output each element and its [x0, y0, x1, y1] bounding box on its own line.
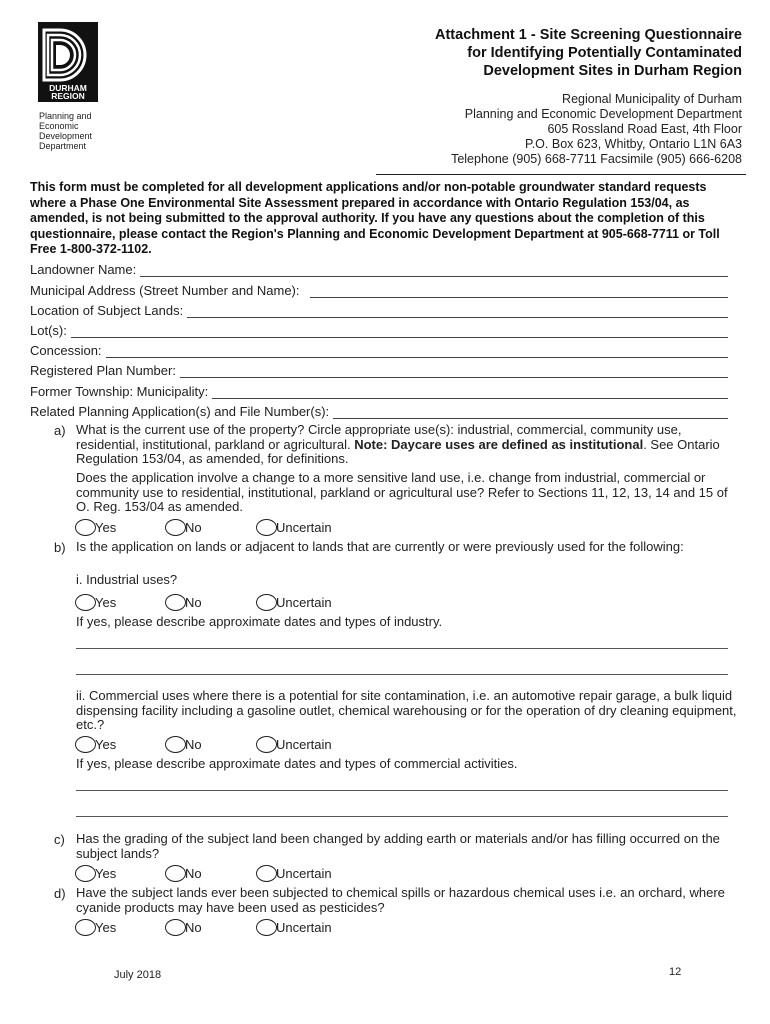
question-a-subquestion: Does the application involve a change to a more sensitive land use, i.e. change from industrial, commercial or community use to residential, institutional, parkland or agricultural use? Refer to Sections 11, 12, 13, 14 and 15 of O. Reg. 153/04 as amended. [76, 470, 728, 514]
radio-circle[interactable] [256, 594, 277, 611]
radio-circle[interactable] [165, 919, 186, 936]
option-label: Yes [95, 594, 117, 610]
question-b-i-yes-option[interactable] [75, 592, 116, 612]
question-a-text [76, 423, 744, 467]
input-line[interactable] [333, 406, 728, 419]
option-label: Yes [95, 736, 117, 752]
question-a-text-part: What is the current use of the property? Circle appropriate use(s): industrial, commercial, community use, residential, institutional, parkland or agricultural. [76, 422, 682, 452]
radio-circle[interactable] [256, 865, 277, 882]
field-label: Lot(s): [30, 323, 67, 338]
question-b-ii-yes-option[interactable] [75, 734, 116, 754]
address-line: 605 Rossland Road East, 4th Floor [547, 122, 742, 136]
radio-circle[interactable] [75, 919, 96, 936]
question-c-yes-option[interactable] [75, 863, 116, 883]
header-divider [376, 174, 746, 175]
question-a-text-part: . See Ontario Regulation 153/04, as amended, for definitions. [76, 436, 720, 466]
question-c-no-option[interactable] [165, 863, 202, 883]
option-label: No [185, 519, 202, 535]
question-b-text: Is the application on lands or adjacent to lands that are currently or were previously used for the following: [76, 539, 684, 554]
answer-line[interactable] [76, 648, 728, 649]
input-line[interactable] [180, 365, 728, 378]
page-title-line2: for Identifying Potentially Contaminated [467, 45, 742, 61]
department-line: Department [39, 141, 87, 151]
question-b-i-uncertain-option[interactable] [256, 592, 332, 612]
radio-circle[interactable] [256, 519, 277, 536]
option-label: No [185, 594, 202, 610]
option-label: Yes [95, 919, 117, 935]
input-line[interactable] [140, 264, 728, 277]
logo-text-line1: DURHAM [49, 83, 87, 93]
input-line[interactable] [187, 305, 728, 318]
question-b-i-no-option[interactable] [165, 592, 202, 612]
answer-line[interactable] [76, 816, 728, 817]
durham-d-mark-icon [38, 24, 98, 102]
option-label: No [185, 865, 202, 881]
question-b-letter: b) [54, 540, 66, 555]
question-c-letter: c) [54, 832, 65, 847]
question-c-text: Has the grading of the subject land been changed by adding earth or materials and/or has filling occurred on the subject lands? [76, 831, 720, 861]
radio-circle[interactable] [75, 519, 96, 536]
department-line: Development [39, 131, 93, 141]
question-d-yes-option[interactable] [75, 917, 116, 937]
former-township-field[interactable] [30, 383, 728, 399]
location-subject-lands-field[interactable] [30, 302, 728, 318]
radio-circle[interactable] [75, 594, 96, 611]
question-c-uncertain-option[interactable] [256, 863, 332, 883]
durham-region-logo [38, 24, 98, 102]
question-a-note: Note: Daycare uses are defined as institutional [354, 436, 644, 452]
option-label: Uncertain [276, 736, 332, 752]
radio-circle[interactable] [75, 865, 96, 882]
footer-date: July 2018 [114, 969, 162, 981]
input-line[interactable] [106, 345, 728, 358]
address-line: P.O. Box 623, Whitby, Ontario L1N 6A3 [524, 137, 742, 151]
address-line: Regional Municipality of Durham [562, 92, 742, 106]
radio-circle[interactable] [256, 919, 277, 936]
question-d-uncertain-option[interactable] [256, 917, 332, 937]
radio-circle[interactable] [165, 736, 186, 753]
input-line[interactable] [71, 325, 728, 338]
input-line[interactable] [310, 285, 728, 298]
question-a-uncertain-option[interactable] [256, 517, 332, 537]
page-title-line3: Development Sites in Durham Region [483, 63, 742, 79]
question-b-ii-uncertain-option[interactable] [256, 734, 332, 754]
address-line: Planning and Economic Development Department [464, 107, 742, 121]
radio-circle[interactable] [165, 519, 186, 536]
concession-field[interactable] [30, 342, 728, 358]
radio-circle[interactable] [165, 865, 186, 882]
field-label: Landowner Name: [30, 262, 137, 277]
option-label: No [185, 736, 202, 752]
field-label: Concession: [30, 343, 102, 358]
option-label: Uncertain [276, 594, 332, 610]
address-line: Telephone (905) 668-7711 Facsimile (905) 666-6208 [451, 152, 742, 166]
question-b-ii-describe: If yes, please describe approximate dates and types of commercial activities. [76, 756, 518, 771]
option-label: Uncertain [276, 865, 332, 881]
landowner-name-field[interactable] [30, 261, 728, 277]
question-a-yes-option[interactable] [75, 517, 116, 537]
intro-instructions: This form must be completed for all development applications and/or non-potable groundwater standard requests where a Phase One Environmental Site Assessment prepared in accordance with Ontario Regulation 153/04, as amended, is not being submitted to the approval authority. If you have any questions about the completion of this questionnaire, please contact the Region's Planning and Economic Development Department at 905-668-7711 or Toll Free 1-800-372-1102. [30, 180, 720, 256]
field-label: Former Township: Municipality: [30, 384, 209, 399]
question-b-ii-no-option[interactable] [165, 734, 202, 754]
answer-line[interactable] [76, 790, 728, 791]
field-label: Municipal Address (Street Number and Name): [30, 283, 300, 298]
question-b-i-describe: If yes, please describe approximate dates and types of industry. [76, 614, 443, 629]
radio-circle[interactable] [75, 736, 96, 753]
question-b-ii-text: ii. Commercial uses where there is a potential for site contamination, i.e. an automotive repair garage, a bulk liquid dispensing facility including a gasoline outlet, chemical warehousing or for the operation of dry cleaning equipment, etc.? [76, 688, 737, 732]
field-label: Location of Subject Lands: [30, 303, 184, 318]
input-line[interactable] [212, 386, 728, 399]
option-label: Uncertain [276, 519, 332, 535]
question-b-i-text: i. Industrial uses? [76, 572, 178, 587]
department-line: Economic [39, 121, 79, 131]
question-a-letter: a) [54, 423, 66, 438]
option-label: Uncertain [276, 919, 332, 935]
question-a-no-option[interactable] [165, 517, 202, 537]
municipal-address-field[interactable] [30, 282, 728, 298]
registered-plan-number-field[interactable] [30, 362, 728, 378]
option-label: Yes [95, 519, 117, 535]
question-d-no-option[interactable] [165, 917, 202, 937]
question-d-text: Have the subject lands ever been subjected to chemical spills or hazardous chemical uses i.e. an orchard, where cyanide products may have been used as pesticides? [76, 885, 725, 915]
field-label: Related Planning Application(s) and File Number(s): [30, 404, 330, 419]
department-line: Planning and [39, 111, 92, 121]
page-number: 12 [669, 966, 682, 978]
question-d-letter: d) [54, 886, 66, 901]
option-label: Yes [95, 865, 117, 881]
page-title-line1: Attachment 1 - Site Screening Questionnaire [435, 27, 742, 43]
option-label: No [185, 919, 202, 935]
logo-text-line2: REGION [51, 91, 85, 101]
radio-circle[interactable] [256, 736, 277, 753]
field-label: Registered Plan Number: [30, 363, 176, 378]
lots-field[interactable] [30, 322, 728, 338]
radio-circle[interactable] [165, 594, 186, 611]
related-planning-application-field[interactable] [30, 403, 728, 419]
answer-line[interactable] [76, 674, 728, 675]
